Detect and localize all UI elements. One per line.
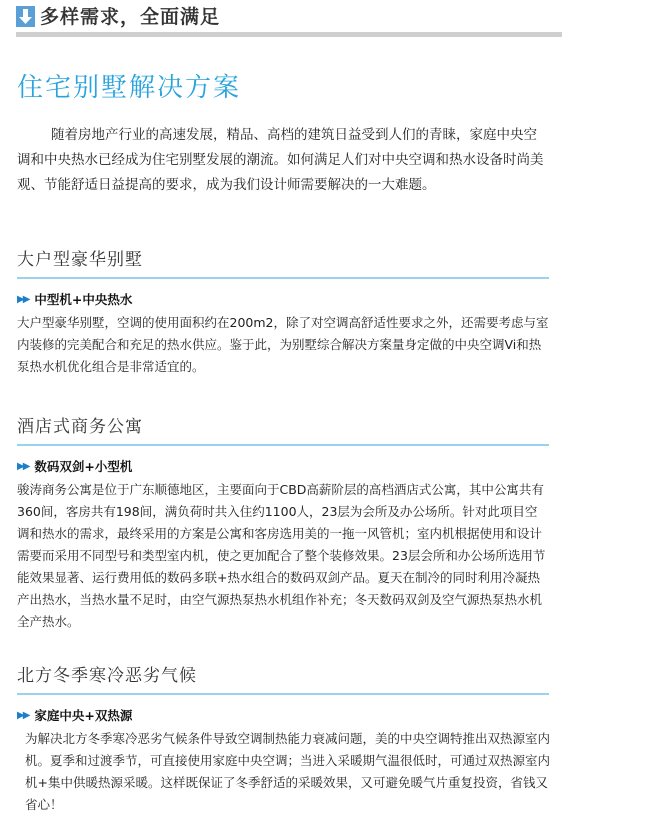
section-villa (17, 248, 549, 378)
section-body: 骏涛商务公寓是位于广东顺德地区，主要面向于CBD高薪阶层的高档酒店式公寓，其中公寓共有360间，客房共有198间，满负荷时共入住约1100人，23层为会所及办公场所。针对此项目空调和热水的需求，最终采用的方案是公寓和客房选用美的一拖一风管机；室内机根据使用和设计需要而采用不同型号和类型室内机，使之更加配合了整个装修效果。23层会所和办公场所选用节能效果显著、运行费用低的数码多联+热水组合的数码双剑产品。夏天在制冷的同时利用冷凝热产出热水，当热水量不足时，由空气源热泵热水机组作补充；冬天数码双剑及空气源热泵热水机全产热水。 (17, 482, 546, 629)
section-subheading (17, 707, 549, 725)
section-heading: 大户型豪华别墅 (17, 250, 143, 270)
subheading-label: 中型机+中央热水 (34, 292, 133, 307)
subheading-label: 数码双剑+小型机 (34, 459, 133, 474)
page-header (16, 4, 562, 32)
double-triangle-right-icon: ▶▶ (17, 461, 29, 472)
page-title: 住宅别墅解决方案 (17, 73, 242, 103)
section-divider (17, 444, 549, 446)
section-subheading (17, 458, 549, 476)
header-title: 多样需求，全面满足 (40, 6, 221, 28)
section-heading: 北方冬季寒冷恶劣气候 (17, 666, 197, 686)
section-heading: 酒店式商务公寓 (17, 417, 143, 437)
intro-paragraph: 随着房地产行业的高速发展，精品、高档的建筑日益受到人们的青睐，家庭中央空调和中央热水已经成为住宅别墅发展的潮流。如何满足人们对中央空调和热水设备时尚美观、节能舒适日益提高的要求，成为我们设计师需要解决的一大难题。 (17, 127, 544, 193)
double-triangle-right-icon: ▶▶ (17, 294, 29, 305)
section-divider (17, 693, 549, 695)
section-body: 为解决北方冬季寒冷恶劣气候条件导致空调制热能力衰减问题，美的中央空调特推出双热源室内机。夏季和过渡季节，可直接使用家庭中央空调；当进入采暖期气温很低时，可通过双热源室内机+集中供暖热源采暖。这样既保证了冬季舒适的采暖效果，又可避免暖气片重复投资，省钱又省心！ (25, 731, 551, 812)
section-north-winter (17, 664, 549, 816)
header-divider (16, 32, 562, 37)
section-body: 大户型豪华别墅，空调的使用面积约在200m2，除了对空调高舒适性要求之外，还需要考虑与室内装修的完美配合和充足的热水供应。鉴于此，为别墅综合解决方案量身定做的中央空调Vi和热泵热水机优化组合是非常适宜的。 (17, 315, 549, 374)
subheading-label: 家庭中央+双热源 (34, 708, 133, 723)
section-subheading (17, 291, 549, 309)
section-apartment (17, 415, 549, 633)
down-arrow-icon (16, 6, 35, 27)
section-divider (17, 277, 549, 279)
double-triangle-right-icon: ▶▶ (17, 710, 29, 721)
